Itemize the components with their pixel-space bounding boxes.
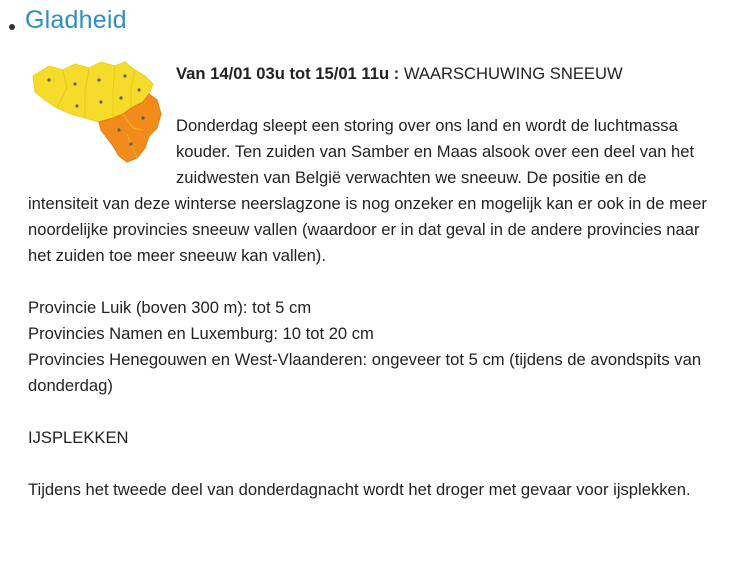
ice-subheading: IJSPLEKKEN [28, 428, 129, 447]
ice-paragraph: Tijdens het tweede deel van donderdagnacht wordt het droger met gevaar voor ijsplekken. [28, 480, 691, 499]
warning-period: Van 14/01 03u tot 15/01 11u : [176, 64, 400, 83]
section-title: Gladheid [25, 6, 127, 34]
warning-paragraph: Donderdag sleept een storing over ons land en wordt de luchtmassa kouder. Ten zuiden van Samber en Maas alsook over een deel van het zuidwesten van België verwachten we sneeuw. De positie en de intensiteit van deze winterse neerslagzone is nog onzeker en mogelijk kan er ook in de meer noordelijke provincies sneeuw vallen (waardoor er in dat geval in de andere provincies naar het zuiden toe meer sneeuw kan vallen). [28, 116, 707, 265]
snow-amount-namur-luxembourg: Provincies Namen en Luxemburg: 10 tot 20 cm [28, 324, 374, 343]
warning-label: WAARSCHUWING SNEEUW [399, 64, 623, 83]
warning-content [28, 61, 718, 503]
list-bullet [9, 24, 15, 30]
snow-amount-hainaut-westflanders: Provincies Henegouwen en West-Vlaanderen: ongeveer tot 5 cm (tijdens de avondspits van donderdag) [28, 350, 702, 395]
snow-amount-liege: Provincie Luik (boven 300 m): tot 5 cm [28, 298, 312, 317]
